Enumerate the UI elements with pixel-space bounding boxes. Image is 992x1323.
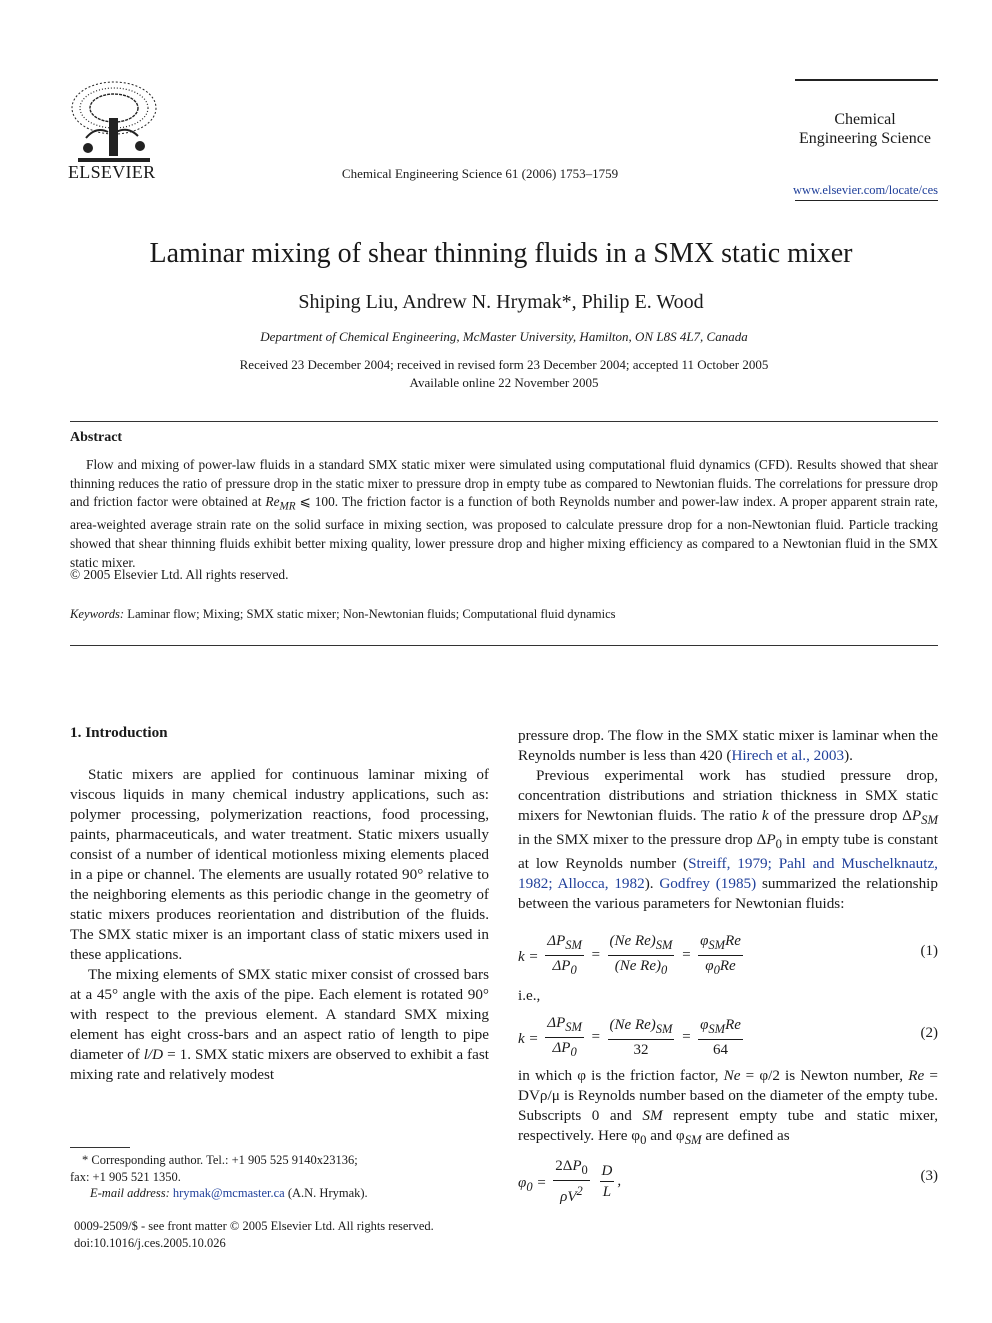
intro-r3-a: in which φ is the friction factor, — [518, 1067, 724, 1084]
citation-streiff-pahl-allocca[interactable]: Streiff, 1979; Pahl and Muschelknautz, 1982; Allocca, 1982 — [518, 855, 938, 893]
doi-line: doi:10.1016/j.ces.2005.10.026 — [74, 1236, 226, 1250]
intro-r3-re: Re — [908, 1067, 925, 1084]
publisher-wordmark: ELSEVIER — [68, 162, 156, 182]
intro-paragraph-3 — [518, 726, 938, 766]
article-dates — [0, 356, 992, 391]
intro-r2-b: of the pressure drop Δ — [768, 807, 912, 824]
article-title: Laminar mixing of shear thinning fluids in a SMX static mixer — [149, 238, 853, 269]
intro-p2-ld: l/D — [143, 1046, 164, 1063]
intro-r1-b: ). — [844, 747, 853, 764]
intro-r3 — [518, 1066, 938, 1150]
abstract-body — [70, 456, 938, 572]
journal-url-link[interactable]: www.elsevier.com/locate/ces — [793, 183, 938, 197]
keywords-list: Laminar flow; Mixing; SMX static mixer; Non-Newtonian fluids; Computational fluid dynamics — [127, 607, 616, 621]
intro-right-column — [518, 726, 938, 914]
intro-r2-e: ). — [644, 875, 660, 893]
equation-3-number: (3) — [920, 1168, 938, 1184]
equation-2-den1: 32 — [633, 1042, 649, 1058]
intro-r3-ne: Ne — [723, 1067, 741, 1084]
ie-text: i.e., — [518, 987, 541, 1004]
available-online: Available online 22 November 2005 — [409, 374, 599, 390]
article-affiliation: Department of Chemical Engineering, McMaster University, Hamilton, ON L8S 4L7, Canada — [260, 329, 748, 344]
intro-r2-f: summarized the relationship between the various parameters for Newtonian fluids: — [518, 875, 938, 913]
intro-paragraph-4 — [518, 766, 938, 914]
equation-1 — [518, 931, 938, 975]
intro-r2-psm: P — [911, 807, 922, 824]
abstract-heading: Abstract — [70, 430, 123, 445]
footnote-rule — [70, 1147, 130, 1148]
intro-r2-d: in empty tube is constant at low Reynolds number ( — [518, 831, 938, 873]
equation-2 — [518, 1013, 938, 1057]
equation-1-expression: k = $\frac{\Delta P_{SM}}{\Delta P_0}$ = $\frac{(Ne Re)_{SM}}{(Ne Re)_0}$ = $\frac{\varphi_{SM}Re}{\varphi_0Re}$ — [518, 933, 741, 977]
intro-r3-f: are defined as — [701, 1127, 790, 1144]
equation-3 — [518, 1156, 938, 1205]
email-link[interactable]: hrymak@mcmaster.ca — [172, 1186, 285, 1200]
footnote-corresponding — [70, 1152, 470, 1202]
journal-citation: Chemical Engineering Science 61 (2006) 1753–1759 — [341, 166, 619, 181]
journal-name-line2: Engineering Science — [799, 130, 931, 147]
intro-r3-c: = DVρ/μ is Reynolds number based on the diameter of the empty tube. Subscripts 0 and — [518, 1067, 938, 1124]
footnote-tel: * Corresponding author. Tel.: +1 905 525 9140x23136; — [82, 1153, 358, 1167]
intro-r2-c: in the SMX mixer to the pressure drop Δ — [518, 831, 767, 849]
intro-r2-0: 0 — [775, 837, 782, 852]
front-matter — [74, 1218, 494, 1252]
citation-godfrey-1985[interactable]: Godfrey (1985) — [659, 875, 757, 893]
email-label: E-mail address: — [90, 1186, 170, 1200]
equation-2-number: (2) — [920, 1025, 938, 1041]
email-name: (A.N. Hrymak). — [287, 1186, 368, 1200]
keywords-label: Keywords: — [70, 607, 125, 621]
journal-top-rule — [795, 79, 938, 81]
equation-1-number: (1) — [920, 943, 938, 959]
journal-name-line1: Chemical — [834, 111, 896, 128]
intro-r1-a: pressure drop. The flow in the SMX static mixer is laminar when the Reynolds number is less than 420 ( — [518, 727, 938, 764]
section-heading-introduction: 1. Introduction — [70, 724, 168, 741]
intro-r3-e: and φ — [646, 1127, 685, 1144]
intro-r2-sm: SM — [921, 813, 938, 828]
article-authors: Shiping Liu, Andrew N. Hrymak*, Philip E. Wood — [298, 291, 704, 313]
intro-r2-p0: P — [766, 831, 776, 849]
intro-r2-a: Previous experimental work has studied pressure drop, concentration distributions and striation thickness in SMX static mixers for Newtonian fluids. The ratio — [518, 767, 938, 824]
footnote-email — [70, 1185, 470, 1202]
intro-r3-sm2: SM — [684, 1133, 702, 1148]
journal-bottom-rule — [795, 200, 938, 201]
equation-3-expression: $\varphi_0$ = $\frac{2\Delta P_0}{\rho V^2}$ $\frac{D}{L}$ , — [518, 1158, 622, 1205]
intro-p2-a: The mixing elements of SMX static mixer consist of crossed bars at a 45° angle with the axis of the pipe. Each element is rotated 90° with respect to the previous element. A standard SMX mixing element has eight cross-bars and an aspect ratio of length to pipe diameter of — [70, 966, 489, 1063]
intro-paragraph-1: Static mixers are applied for continuous laminar mixing of viscous liquids in many chemical industry applications, such as: polymer processing, polymerization reactions, food processing, paints, pharmaceuticals, and water treatment. Static mixers usually consist of a number of identical motionless mixing elements placed in a pipe or channel. The elements are usually rotated 90° relative to the neighboring elements as this periodic change in the geometry of static mixers produces reorientation and distribution of the fluids. The SMX static mixer is an important class of static mixers used in these applications. — [70, 766, 489, 963]
equation-2-den2: 64 — [712, 1042, 728, 1058]
abstract-copyright: © 2005 Elsevier Ltd. All rights reserved. — [70, 567, 289, 582]
abstract-bottom-rule — [70, 645, 938, 646]
intro-p2-b: = 1. SMX static mixers are observed to exhibit a fast mixing rate and relatively modest — [70, 1046, 489, 1083]
keywords — [70, 607, 616, 622]
intro-r3-d: represent empty tube and static mixer, respectively. Here φ — [518, 1107, 939, 1144]
abstract-top-rule — [70, 421, 938, 422]
intro-r3-sm: SM — [642, 1107, 663, 1124]
intro-r3-b: = φ/2 is Newton number, — [740, 1067, 909, 1084]
footnote-fax: fax: +1 905 521 1350. — [70, 1169, 181, 1184]
journal-name — [790, 110, 940, 148]
intro-paragraph-5 — [518, 1066, 938, 1150]
intro-r3-0: 0 — [640, 1133, 647, 1148]
abstract-text-2: ⩽ 100. The friction factor is a function of both Reynolds number and power-law index. A proper apparent strain rate, area-weighted average strain rate on the solid surface in mixing section, was proposed to calculate pressure drop for a non-Newtonian fluid. Particle tracking showed that shear thinning fluids exhibit better mixing quality, lower pressure drop and higher mixing efficiency as compared to a Newtonian fluid in the SMX static mixer. — [70, 494, 939, 570]
intro-left-column — [70, 765, 489, 1085]
intro-r2-k: k — [761, 807, 769, 824]
equation-2-expression: k = $\frac{\Delta P_{SM}}{\Delta P_0}$ = $\frac{(Ne Re)_{SM}}{32}$ = $\frac{\varphi_{SM}Re}{64}$ — [518, 1015, 741, 1059]
received-dates: Received 23 December 2004; received in revised form 23 December 2004; accepted 11 October 2005 — [239, 357, 769, 372]
abstract-text-1: Flow and mixing of power-law fluids in a standard SMX static mixer were simulated using computational fluid dynamics (CFD). Results showed that shear thinning reduces the ratio of pressure drop in the static mixer to pressure drop in empty tube as compared to Newtonian fluids. The correlations for pressure drop and friction factor were obtained at — [70, 457, 938, 510]
intro-paragraph-2 — [70, 965, 489, 1085]
abstract-remr-sub: MR — [279, 500, 296, 513]
abstract-remr: Re — [265, 494, 280, 510]
citation-hirech-2003[interactable]: Hirech et al., 2003 — [731, 747, 845, 764]
issn-line: 0009-2509/$ - see front matter © 2005 Elsevier Ltd. All rights reserved. — [74, 1219, 434, 1233]
